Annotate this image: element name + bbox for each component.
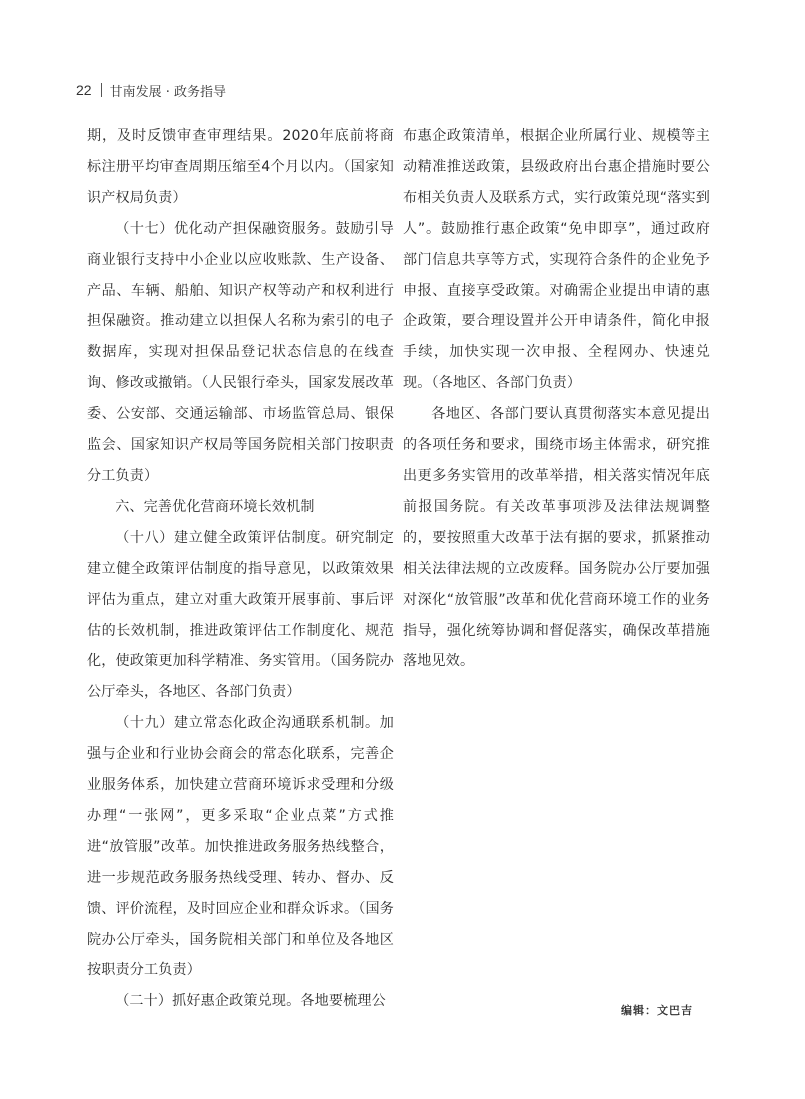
paragraph: （十七）优化动产担保融资服务。鼓励引导商业银行支持中小企业以应收账款、生产设备、产品、车辆、船舶、知识产权等动产和权利进行担保融资。推动建立以担保人名称为索引的电子数据库，实现对担保品登记状态信息的在线查询、修改或撤销。（人民银行牵头，国家发展改革委、公安部、交通运输部、市场监管总局、银保监会、国家知识产权局等国务院相关部门按职责分工负责） [87, 220, 394, 484]
paragraph: 期，及时反馈审查审理结果。2020年底前将商标注册平均审查周期压缩至4个月以内。（国家知识产权局负责） [87, 128, 394, 206]
paragraph: 各地区、各部门要认真贯彻落实本意见提出的各项任务和要求，围绕市场主体需求，研究推出更多务实管用的改革举措，相关落实情况年底前报国务院。有关改革事项涉及法律法规调整的，要按照重大改革于法有据的要求，抓紧推动相关法律法规的立改废释。国务院办公厅要加强对深化“放管服”改革和优化营商环境工作的业务指导，强化统筹协调和督促落实，确保改革措施落地见效。 [403, 406, 710, 670]
publication-title: 甘南发展 · 政务指导 [109, 84, 226, 100]
section-heading: 六、完善优化营商环境长效机制 [115, 498, 315, 515]
paragraph: （二十）抓好惠企政策兑现。各地要梳理公 [115, 993, 386, 1010]
right-column [403, 121, 710, 677]
header-divider [101, 83, 102, 97]
page-number: 22 [76, 82, 92, 98]
paragraph: 布惠企政策清单，根据企业所属行业、规模等主动精准推送政策，县级政府出台惠企措施时要公布相关负责人及联系方式，实行政策兑现“落实到人”。鼓励推行惠企政策“免申即享”，通过政府部门信息共享等方式，实现符合条件的企业免予申报、直接享受政策。对确需企业提出申请的惠企政策，要合理设置并公开申请条件，简化申报手续，加快实现一次申报、全程网办、快速兑现。（各地区、各部门负责） [403, 128, 710, 392]
running-header [76, 80, 226, 100]
editor-credit: 编辑：文巴吉 [621, 1004, 693, 1017]
paragraph: （十八）建立健全政策评估制度。研究制定建立健全政策评估制度的指导意见，以政策效果评估为重点，建立对重大政策开展事前、事后评估的长效机制，推进政策评估工作制度化、规范化，使政策更加科学精准、务实管用。（国务院办公厅牵头，各地区、各部门负责） [87, 529, 394, 701]
paragraph: （十九）建立常态化政企沟通联系机制。加强与企业和行业协会商会的常态化联系，完善企业服务体系，加快建立营商环境诉求受理和分级办理“一张网”，更多采取“企业点菜”方式推进“放管服”改革。加快推进政务服务热线整合，进一步规范政务服务热线受理、转办、督办、反馈、评价流程，及时回应企业和群众诉求。（国务院办公厅牵头，国务院相关部门和单位及各地区按职责分工负责） [87, 715, 394, 979]
left-column [87, 121, 394, 1017]
